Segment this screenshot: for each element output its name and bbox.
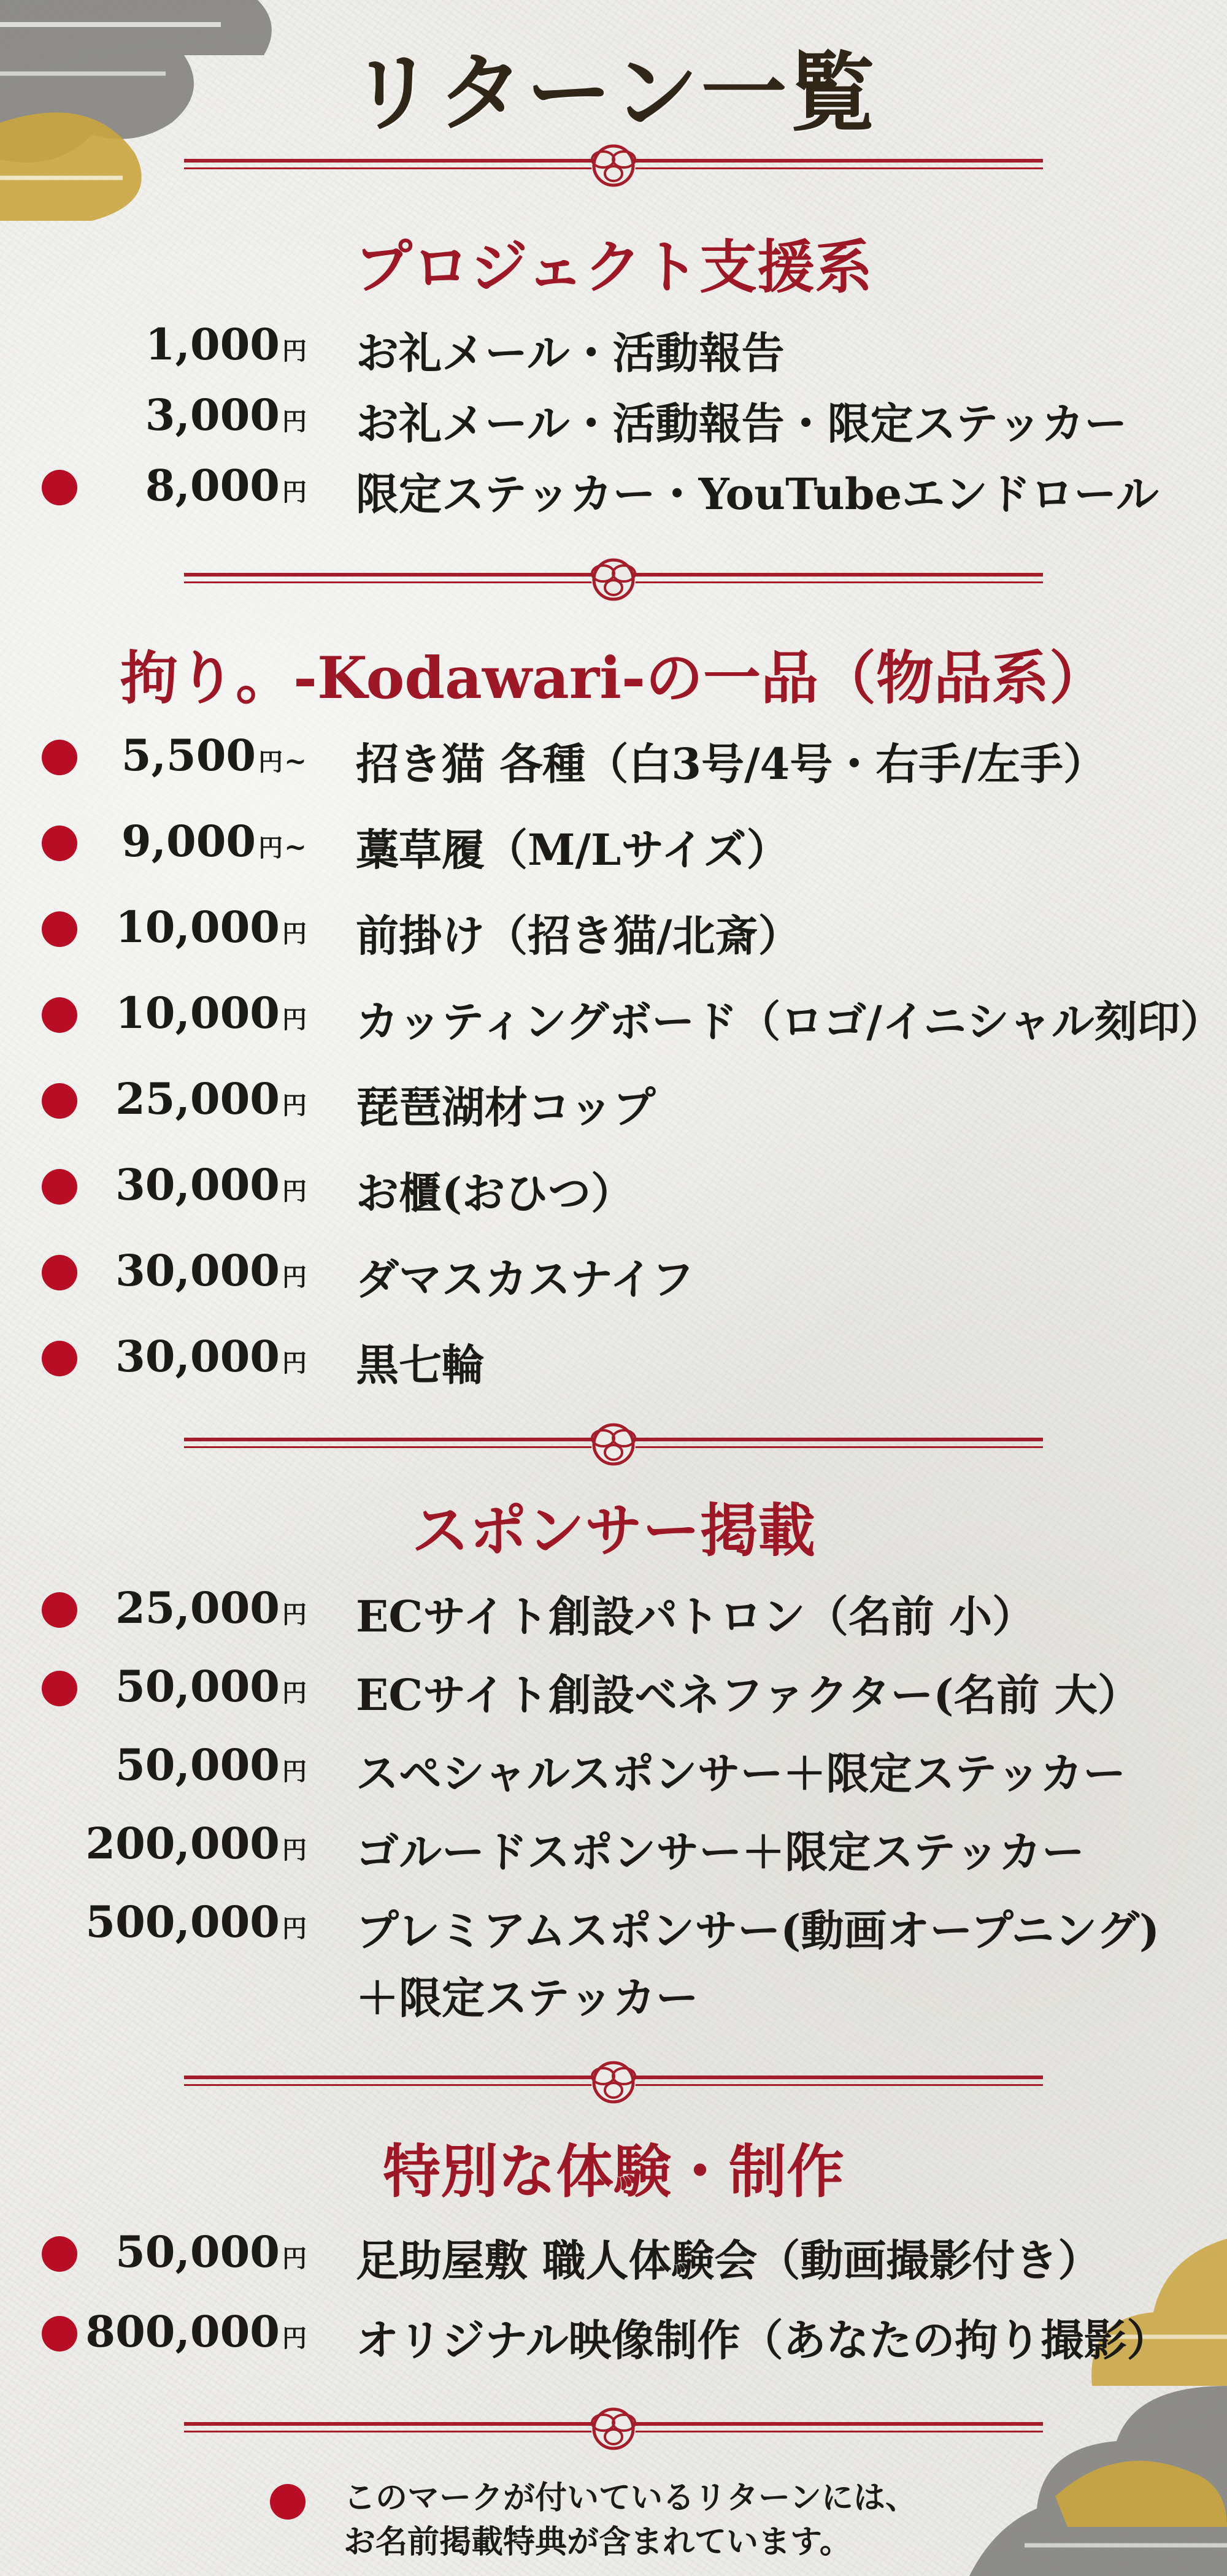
- item-price: [115, 1159, 307, 1210]
- name-listing-dot-icon: [42, 826, 77, 861]
- divider: [184, 2395, 1043, 2463]
- name-listing-dot-icon: [42, 1169, 77, 1205]
- price-amount: 8,000: [145, 460, 280, 511]
- name-listing-dot-icon: [42, 997, 77, 1033]
- price-amount: 50,000: [115, 1661, 280, 1712]
- item-price: [85, 1818, 307, 1869]
- name-listing-dot-icon: [42, 911, 77, 947]
- price-amount: 30,000: [115, 1245, 280, 1296]
- yen-unit: 円: [282, 1349, 307, 1378]
- item-description: 招き猫 各種（白3号/4号・右手/左手）: [356, 738, 1106, 789]
- price-amount: 800,000: [85, 2306, 280, 2357]
- price-amount: 3,000: [145, 389, 280, 440]
- yen-unit: 円: [258, 748, 283, 776]
- item-description: 黒七輪: [356, 1340, 485, 1390]
- return-item-row: [0, 895, 1227, 963]
- price-amount: 5,500: [121, 730, 256, 781]
- item-description: お櫃(おひつ）: [356, 1168, 634, 1219]
- return-item-row: [0, 1067, 1227, 1135]
- mizuhiki-knot-icon: [569, 1411, 658, 1478]
- price-amount: 30,000: [115, 1331, 280, 1382]
- item-description: 琵琶湖材コップ: [356, 1082, 656, 1133]
- return-item-row: [0, 724, 1227, 791]
- price-amount: 25,000: [115, 1073, 280, 1124]
- return-item-row: [0, 1153, 1227, 1221]
- return-item-row: [0, 313, 1227, 380]
- return-item-row: [0, 1733, 1227, 1801]
- item-description: お礼メール・活動報告: [356, 328, 785, 378]
- item-price: [115, 2226, 307, 2277]
- legend: [270, 2466, 1067, 2561]
- yen-unit: 円: [258, 834, 283, 862]
- item-description: スペシャルスポンサー＋限定ステッカー: [356, 1748, 1126, 1799]
- item-description-line2: ＋限定ステッカー: [356, 1972, 699, 2023]
- name-listing-dot-icon: [42, 1671, 77, 1706]
- yen-unit: 円: [282, 1005, 307, 1034]
- item-description: プレミアムスポンサー(動画オープニング): [356, 1905, 1160, 1956]
- section-title: 特別な体験・制作: [382, 2138, 844, 2206]
- item-price: [121, 730, 307, 781]
- divider: [184, 1411, 1043, 1478]
- item-price: [115, 1245, 307, 1296]
- divider: [184, 546, 1043, 613]
- item-description: 藁草履（M/Lサイズ）: [356, 824, 790, 875]
- page-title: リターン一覧: [349, 43, 878, 144]
- yen-unit: 円: [282, 1263, 307, 1292]
- yen-unit: 円: [282, 1757, 307, 1786]
- return-item-row: [0, 810, 1227, 877]
- name-listing-dot-icon: [42, 1083, 77, 1119]
- return-item-row: [0, 1576, 1227, 1644]
- item-description: ゴルードスポンサー＋限定ステッカー: [356, 1827, 1085, 1877]
- return-item-row: [0, 981, 1227, 1049]
- return-item-row: [0, 1890, 1227, 2023]
- mizuhiki-knot-icon: [569, 546, 658, 613]
- yen-unit: 円: [282, 1177, 307, 1206]
- price-suffix: ~: [284, 832, 307, 863]
- price-amount: 50,000: [115, 1739, 280, 1790]
- return-item-row: [0, 1325, 1227, 1392]
- price-amount: 10,000: [115, 902, 280, 953]
- name-listing-dot-icon: [42, 1341, 77, 1376]
- return-item-row: [0, 1239, 1227, 1306]
- name-listing-dot-icon: [42, 2316, 77, 2352]
- price-amount: 30,000: [115, 1159, 280, 1210]
- name-listing-dot-icon: [42, 1255, 77, 1290]
- item-price: [85, 2306, 307, 2357]
- yen-unit: 円: [282, 1091, 307, 1120]
- yen-unit: 円: [282, 919, 307, 948]
- legend-note-line1: このマークが付いているリターンには、: [344, 2479, 917, 2517]
- item-description: ECサイト創設パトロン（名前 小）: [356, 1591, 1036, 1642]
- section-title: プロジェクト支援系: [354, 234, 873, 301]
- price-amount: 10,000: [115, 987, 280, 1038]
- yen-unit: 円: [282, 478, 307, 507]
- name-listing-dot-icon: [42, 1592, 77, 1628]
- return-item-row: [0, 1655, 1227, 1722]
- name-listing-dot-icon: [270, 2484, 306, 2520]
- price-amount: 25,000: [115, 1582, 280, 1633]
- legend-note-line2: お名前掲載特典が含まれています。: [344, 2523, 852, 2561]
- return-item-row: [0, 2300, 1227, 2367]
- item-description: 限定ステッカー・YouTubeエンドロール: [356, 469, 1159, 519]
- item-description: 前掛け（招き猫/北斎）: [356, 910, 801, 961]
- item-price: [145, 319, 307, 370]
- yen-unit: 円: [282, 1914, 307, 1943]
- item-price: [115, 1582, 307, 1633]
- divider: [184, 2049, 1043, 2116]
- return-item-row: [0, 2220, 1227, 2288]
- item-price: [145, 389, 307, 440]
- yen-unit: 円: [282, 1679, 307, 1708]
- item-price: [115, 1331, 307, 1382]
- price-amount: 500,000: [85, 1896, 280, 1947]
- mizuhiki-knot-icon: [569, 2049, 658, 2116]
- item-description: ダマスカスナイフ: [356, 1254, 694, 1305]
- mizuhiki-knot-icon: [569, 2395, 658, 2463]
- item-description: カッティングボード（ロゴ/イニシャル刻印）: [356, 996, 1223, 1047]
- name-listing-dot-icon: [42, 740, 77, 775]
- price-amount: 200,000: [85, 1818, 280, 1869]
- name-listing-dot-icon: [42, 470, 77, 505]
- yen-unit: 円: [282, 337, 307, 366]
- divider: [184, 132, 1043, 199]
- yen-unit: 円: [282, 407, 307, 436]
- return-item-row: [0, 383, 1227, 451]
- yen-unit: 円: [282, 2324, 307, 2353]
- item-description: お礼メール・活動報告・限定ステッカー: [356, 398, 1128, 449]
- item-price: [115, 1073, 307, 1124]
- item-price: [115, 987, 307, 1038]
- yen-unit: 円: [282, 1836, 307, 1865]
- name-listing-dot-icon: [42, 2236, 77, 2272]
- item-price: [85, 1896, 307, 1947]
- yen-unit: 円: [282, 2244, 307, 2273]
- return-item-row: [0, 1812, 1227, 1879]
- yen-unit: 円: [282, 1600, 307, 1629]
- mizuhiki-knot-icon: [569, 132, 658, 199]
- section-title: スポンサー掲載: [411, 1497, 815, 1565]
- item-price: [121, 816, 307, 867]
- item-description: オリジナル映像制作（あなたの拘り撮影）: [356, 2315, 1170, 2366]
- item-price: [115, 1661, 307, 1712]
- item-price: [115, 902, 307, 953]
- price-suffix: ~: [284, 746, 307, 777]
- item-description: ECサイト創設ベネファクター(名前 大）: [356, 1669, 1140, 1720]
- item-price: [115, 1739, 307, 1790]
- price-amount: 9,000: [121, 816, 256, 867]
- item-price: [145, 460, 307, 511]
- item-description: 足助屋敷 職人体験会（動画撮影付き）: [356, 2235, 1101, 2286]
- return-item-row: [0, 454, 1227, 521]
- price-amount: 1,000: [145, 319, 280, 370]
- section-title: 拘り。-Kodawari-の一品（物品系）: [120, 645, 1107, 712]
- price-amount: 50,000: [115, 2226, 280, 2277]
